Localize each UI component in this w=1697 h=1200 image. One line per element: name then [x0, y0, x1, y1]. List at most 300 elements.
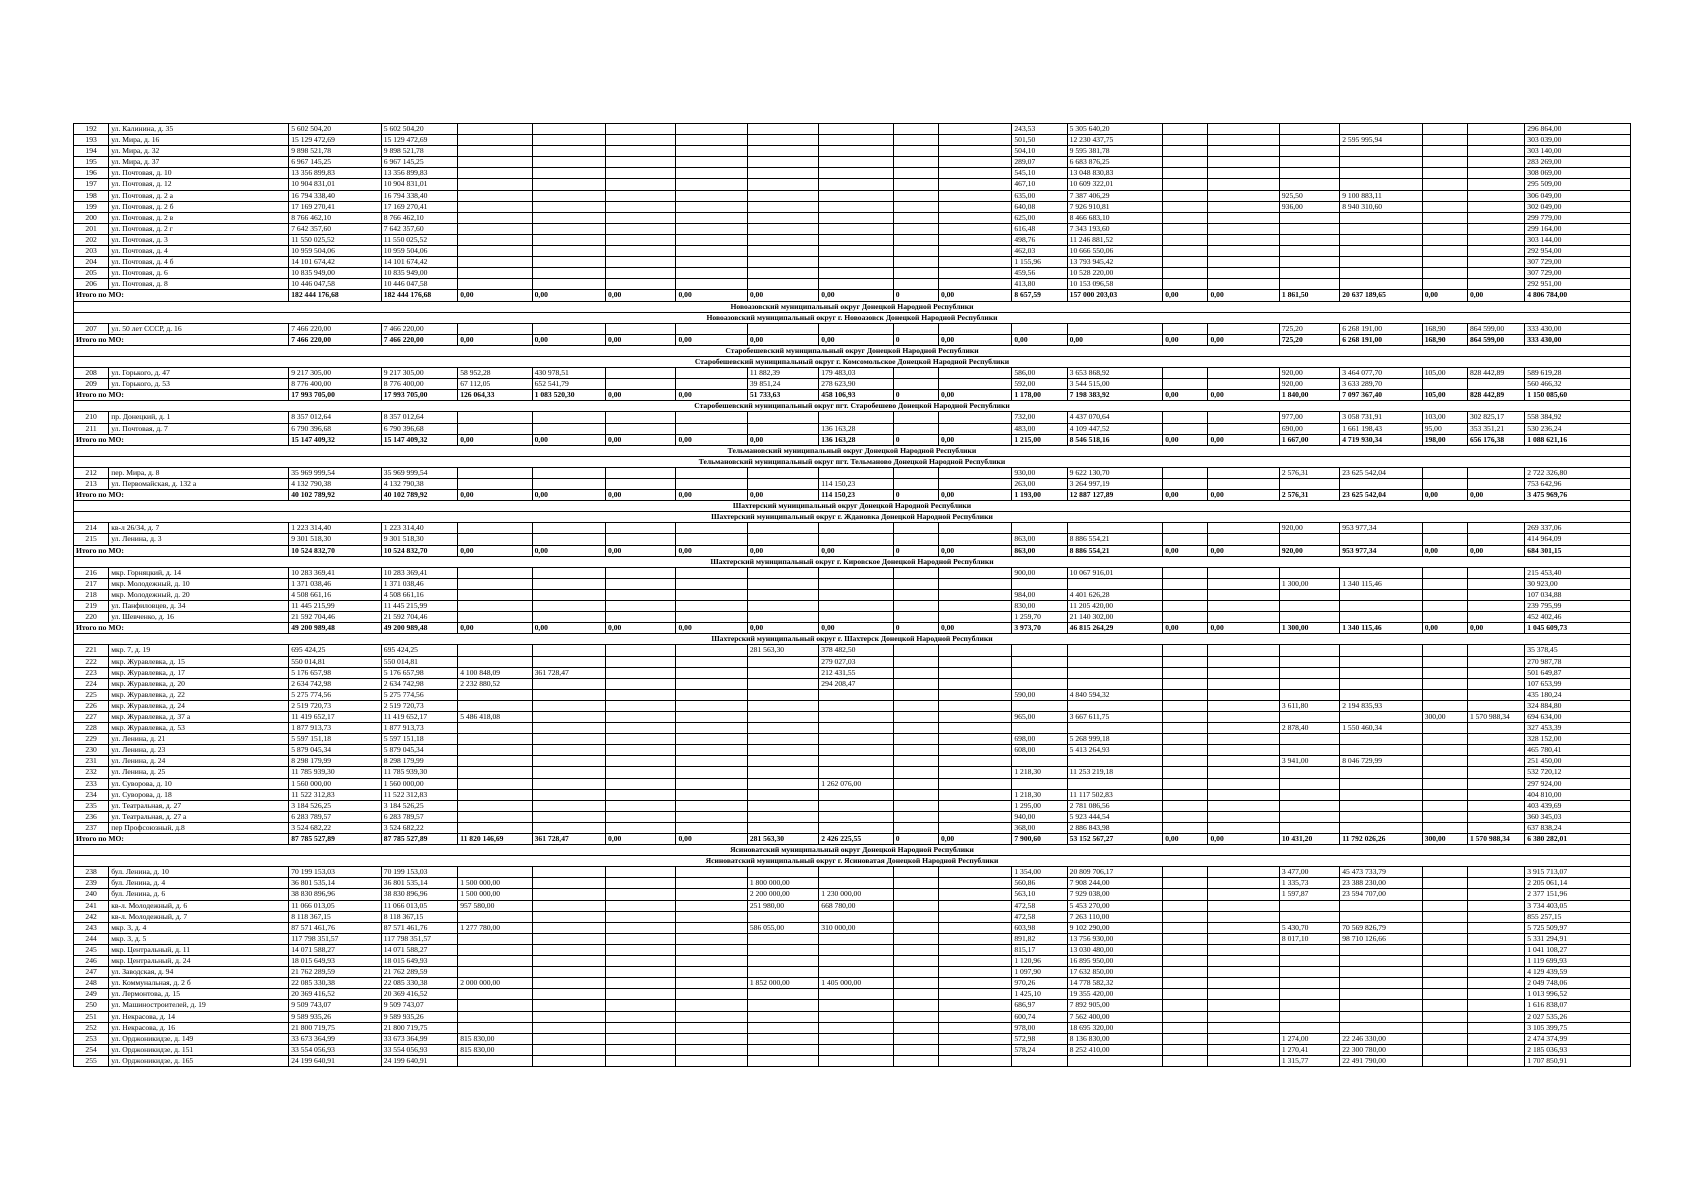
value-cell	[893, 878, 938, 889]
value-cell	[819, 190, 893, 201]
value-cell	[1208, 146, 1279, 157]
value-cell	[1422, 567, 1467, 578]
value-cell	[819, 1000, 893, 1011]
value-cell: 5 602 504,20	[289, 124, 382, 135]
value-cell	[676, 179, 747, 190]
value-cell	[606, 423, 676, 434]
value-cell: 10 835 949,00	[381, 268, 457, 279]
value-cell	[1208, 223, 1279, 234]
value-cell: 18 695 320,00	[1067, 1022, 1163, 1033]
value-cell	[1422, 967, 1467, 978]
value-cell	[819, 944, 893, 955]
value-cell: 11 785 939,30	[289, 767, 382, 778]
value-cell	[893, 678, 938, 689]
value-cell	[1163, 223, 1208, 234]
value-cell	[893, 867, 938, 878]
table-row	[74, 423, 1631, 434]
value-cell	[1208, 711, 1279, 722]
value-cell	[747, 745, 818, 756]
value-cell	[532, 168, 605, 179]
value-cell: 652 541,79	[532, 379, 605, 390]
value-cell	[1467, 889, 1524, 900]
value-cell: 39 851,24	[747, 379, 818, 390]
value-cell: 6 967 145,25	[289, 157, 382, 168]
value-cell	[1163, 933, 1208, 944]
value-cell: 14 071 588,27	[289, 944, 382, 955]
row-number: 245	[74, 944, 109, 955]
value-cell	[676, 368, 747, 379]
value-cell: 7 562 400,00	[1067, 1011, 1163, 1022]
table-row	[74, 212, 1631, 223]
value-cell	[1467, 933, 1524, 944]
row-number: 242	[74, 911, 109, 922]
subtotal-cell: 725,20	[1279, 334, 1339, 345]
subtotal-cell: 0,00	[1208, 390, 1279, 401]
subtotal-cell: 40 102 789,92	[381, 490, 457, 501]
value-cell: 107 653,99	[1525, 678, 1631, 689]
address-cell: мкр. 3, д. 4	[109, 922, 289, 933]
value-cell	[1422, 190, 1467, 201]
value-cell	[747, 234, 818, 245]
value-cell	[1163, 412, 1208, 423]
address-cell: мкр. Центральный, д. 11	[109, 944, 289, 955]
address-cell: мкр. Журавлевка, д. 17	[109, 667, 289, 678]
value-cell	[1163, 257, 1208, 268]
value-cell: 7 263 110,00	[1067, 911, 1163, 922]
value-cell	[1163, 789, 1208, 800]
value-cell	[1422, 223, 1467, 234]
address-cell: ул. Театральная, д. 27 а	[109, 811, 289, 822]
value-cell	[1340, 212, 1422, 223]
value-cell	[893, 412, 938, 423]
value-cell	[1467, 246, 1524, 257]
value-cell: 3 633 289,70	[1340, 379, 1422, 390]
table-row	[74, 1000, 1631, 1011]
row-number: 206	[74, 279, 109, 290]
value-cell: 498,76	[1012, 234, 1067, 245]
value-cell: 303 144,00	[1525, 234, 1631, 245]
value-cell	[532, 578, 605, 589]
value-cell: 590,00	[1012, 689, 1067, 700]
table-row	[74, 157, 1631, 168]
value-cell	[1163, 1000, 1208, 1011]
value-cell	[1067, 778, 1163, 789]
subtotal-cell: 6 268 191,00	[1340, 334, 1422, 345]
value-cell	[893, 601, 938, 612]
value-cell: 36 801 535,14	[381, 878, 457, 889]
value-cell	[1340, 989, 1422, 1000]
value-cell	[819, 212, 893, 223]
value-cell	[532, 867, 605, 878]
value-cell: 1 155,96	[1012, 257, 1067, 268]
row-number: 241	[74, 900, 109, 911]
value-cell: 289,07	[1012, 157, 1067, 168]
value-cell	[532, 146, 605, 157]
subtotal-label: Итого по МО:	[74, 490, 289, 501]
value-cell	[458, 756, 532, 767]
value-cell	[1467, 201, 1524, 212]
value-cell	[1208, 689, 1279, 700]
value-cell	[1422, 212, 1467, 223]
value-cell	[458, 423, 532, 434]
subtotal-cell: 0,00	[606, 434, 676, 445]
subtotal-row	[74, 334, 1631, 345]
subtotal-cell: 8 657,59	[1012, 290, 1067, 301]
value-cell: 7 387 406,29	[1067, 190, 1163, 201]
value-cell	[532, 223, 605, 234]
value-cell: 686,97	[1012, 1000, 1067, 1011]
value-cell: 977,00	[1279, 412, 1339, 423]
row-number: 250	[74, 1000, 109, 1011]
subtotal-cell: 0,00	[458, 434, 532, 445]
value-cell	[1467, 1055, 1524, 1066]
value-cell	[532, 157, 605, 168]
value-cell	[1422, 135, 1467, 146]
value-cell	[676, 467, 747, 478]
row-number: 214	[74, 523, 109, 534]
subtotal-cell: 8 546 518,16	[1067, 434, 1163, 445]
value-cell	[1279, 656, 1339, 667]
value-cell: 281 563,30	[747, 645, 818, 656]
value-cell	[1208, 157, 1279, 168]
value-cell: 3 667 611,75	[1067, 711, 1163, 722]
section-title: Старобешевский муниципальный округ г. Комсомольское Донецкой Народной Республики	[74, 356, 1631, 367]
value-cell	[606, 246, 676, 257]
value-cell	[1163, 667, 1208, 678]
value-cell: 501 649,87	[1525, 667, 1631, 678]
value-cell	[1163, 723, 1208, 734]
value-cell: 414 964,09	[1525, 534, 1631, 545]
subtotal-cell: 0,00	[676, 334, 747, 345]
table-row	[74, 124, 1631, 135]
row-number: 244	[74, 933, 109, 944]
value-cell	[893, 1011, 938, 1022]
value-cell: 957 580,00	[458, 900, 532, 911]
subtotal-cell: 0,00	[532, 623, 605, 634]
value-cell	[893, 800, 938, 811]
row-number: 209	[74, 379, 109, 390]
value-cell	[1279, 612, 1339, 623]
value-cell	[1067, 578, 1163, 589]
value-cell: 690,00	[1279, 423, 1339, 434]
value-cell	[938, 700, 1011, 711]
table-row	[74, 201, 1631, 212]
value-cell: 6 283 789,57	[289, 811, 382, 822]
value-cell: 8 136 830,00	[1067, 1033, 1163, 1044]
value-cell: 368,00	[1012, 822, 1067, 833]
section-title: Шахтерский муниципальный округ Донецкой Народной Республики	[74, 501, 1631, 512]
value-cell	[747, 534, 818, 545]
value-cell	[1340, 223, 1422, 234]
row-number: 231	[74, 756, 109, 767]
value-cell	[819, 789, 893, 800]
value-cell: 33 673 364,99	[381, 1033, 457, 1044]
value-cell	[938, 223, 1011, 234]
value-cell: 9 509 743,07	[381, 1000, 457, 1011]
address-cell: ул. Ленина, д. 3	[109, 534, 289, 545]
row-number: 254	[74, 1044, 109, 1055]
value-cell: 22 246 330,00	[1340, 1033, 1422, 1044]
value-cell	[1467, 279, 1524, 290]
value-cell	[458, 589, 532, 600]
value-cell	[1340, 956, 1422, 967]
value-cell	[893, 168, 938, 179]
value-cell	[1279, 944, 1339, 955]
value-cell	[893, 956, 938, 967]
value-cell	[1163, 601, 1208, 612]
value-cell	[1208, 523, 1279, 534]
value-cell	[1467, 667, 1524, 678]
value-cell: 70 569 826,79	[1340, 922, 1422, 933]
table-row	[74, 645, 1631, 656]
value-cell	[1208, 1022, 1279, 1033]
value-cell	[1340, 179, 1422, 190]
value-cell	[1279, 767, 1339, 778]
value-cell	[747, 612, 818, 623]
value-cell: 70 199 153,03	[381, 867, 457, 878]
value-cell: 10 959 504,06	[289, 246, 382, 257]
value-cell	[1467, 257, 1524, 268]
value-cell	[1340, 789, 1422, 800]
value-cell	[532, 467, 605, 478]
value-cell: 4 401 626,28	[1067, 589, 1163, 600]
value-cell	[606, 223, 676, 234]
value-cell	[1279, 678, 1339, 689]
value-cell: 815 830,00	[458, 1033, 532, 1044]
value-cell	[938, 689, 1011, 700]
value-cell: 1 560 000,00	[289, 778, 382, 789]
value-cell	[1422, 279, 1467, 290]
value-cell	[938, 1000, 1011, 1011]
value-cell: 9 898 521,78	[381, 146, 457, 157]
value-cell	[458, 723, 532, 734]
subtotal-cell: 49 200 989,48	[381, 623, 457, 634]
value-cell: 920,00	[1279, 523, 1339, 534]
value-cell: 2 634 742,98	[381, 678, 457, 689]
value-cell: 462,03	[1012, 246, 1067, 257]
value-cell	[676, 989, 747, 1000]
value-cell: 1 335,73	[1279, 878, 1339, 889]
value-cell: 18 015 649,93	[381, 956, 457, 967]
value-cell	[1208, 822, 1279, 833]
value-cell	[458, 234, 532, 245]
value-cell	[747, 157, 818, 168]
value-cell: 10 904 831,01	[289, 179, 382, 190]
value-cell	[532, 1033, 605, 1044]
value-cell: 978,00	[1012, 1022, 1067, 1033]
subtotal-cell: 3 973,70	[1012, 623, 1067, 634]
value-cell	[1422, 656, 1467, 667]
value-cell: 9 301 518,30	[381, 534, 457, 545]
value-cell	[938, 811, 1011, 822]
value-cell	[1422, 756, 1467, 767]
value-cell	[1279, 246, 1339, 257]
value-cell	[938, 656, 1011, 667]
value-cell	[893, 778, 938, 789]
subtotal-cell: 0	[893, 490, 938, 501]
value-cell	[1208, 778, 1279, 789]
value-cell: 465 780,41	[1525, 745, 1631, 756]
value-cell: 136 163,28	[819, 423, 893, 434]
table-row	[74, 822, 1631, 833]
value-cell: 20 369 416,52	[289, 989, 382, 1000]
section-title: Старобешевский муниципальный округ Донецкой Народной Республики	[74, 345, 1631, 356]
row-number: 204	[74, 257, 109, 268]
value-cell	[532, 756, 605, 767]
row-number: 236	[74, 811, 109, 822]
value-cell: 1 223 314,40	[381, 523, 457, 534]
subtotal-cell: 12 887 127,89	[1067, 490, 1163, 501]
value-cell	[458, 700, 532, 711]
value-cell: 2 185 036,93	[1525, 1044, 1631, 1055]
value-cell	[676, 956, 747, 967]
value-cell	[1279, 601, 1339, 612]
subtotal-cell: 0	[893, 334, 938, 345]
value-cell	[1467, 168, 1524, 179]
value-cell	[1163, 900, 1208, 911]
value-cell: 11 205 420,00	[1067, 601, 1163, 612]
value-cell	[1279, 789, 1339, 800]
value-cell	[606, 612, 676, 623]
value-cell	[458, 933, 532, 944]
value-cell	[938, 878, 1011, 889]
value-cell	[938, 124, 1011, 135]
value-cell	[893, 523, 938, 534]
value-cell	[1340, 645, 1422, 656]
value-cell	[1279, 146, 1339, 157]
address-cell: ул. Некрасова, д. 16	[109, 1022, 289, 1033]
value-cell	[532, 711, 605, 722]
value-cell: 70 199 153,03	[289, 867, 382, 878]
value-cell	[938, 711, 1011, 722]
value-cell	[1422, 534, 1467, 545]
value-cell	[1208, 1033, 1279, 1044]
subtotal-cell: 0,00	[747, 490, 818, 501]
value-cell: 5 923 444,54	[1067, 811, 1163, 822]
value-cell	[747, 168, 818, 179]
value-cell: 550 014,81	[289, 656, 382, 667]
table-row	[74, 268, 1631, 279]
subtotal-cell: 0,00	[938, 834, 1011, 845]
row-number: 215	[74, 534, 109, 545]
value-cell	[458, 911, 532, 922]
value-cell	[1163, 778, 1208, 789]
value-cell	[676, 878, 747, 889]
subtotal-cell: 105,00	[1422, 390, 1467, 401]
value-cell	[1467, 956, 1524, 967]
value-cell	[938, 412, 1011, 423]
value-cell	[819, 933, 893, 944]
value-cell: 117 798 351,57	[381, 933, 457, 944]
value-cell	[747, 867, 818, 878]
value-cell	[458, 822, 532, 833]
value-cell	[606, 956, 676, 967]
value-cell	[1208, 1055, 1279, 1066]
subtotal-cell: 0	[893, 623, 938, 634]
value-cell: 560 466,32	[1525, 379, 1631, 390]
value-cell	[606, 1055, 676, 1066]
value-cell	[606, 989, 676, 1000]
value-cell	[676, 601, 747, 612]
value-cell: 14 101 674,42	[381, 257, 457, 268]
table-row	[74, 135, 1631, 146]
subtotal-cell: 87 785 527,89	[381, 834, 457, 845]
value-cell	[606, 867, 676, 878]
value-cell	[676, 379, 747, 390]
row-number: 234	[74, 789, 109, 800]
value-cell: 920,00	[1279, 379, 1339, 390]
row-number: 225	[74, 689, 109, 700]
value-cell: 2 194 835,93	[1340, 700, 1422, 711]
value-cell	[1012, 778, 1067, 789]
value-cell: 2 205 061,14	[1525, 878, 1631, 889]
subtotal-cell: 0,00	[676, 545, 747, 556]
section-header-row	[74, 301, 1631, 312]
value-cell: 2 634 742,98	[289, 678, 382, 689]
value-cell	[532, 956, 605, 967]
value-cell	[1467, 190, 1524, 201]
value-cell	[676, 578, 747, 589]
value-cell	[676, 168, 747, 179]
value-cell	[1279, 689, 1339, 700]
value-cell	[1279, 822, 1339, 833]
section-header-row	[74, 456, 1631, 467]
value-cell: 501,50	[1012, 135, 1067, 146]
value-cell	[1279, 279, 1339, 290]
value-cell	[819, 135, 893, 146]
value-cell	[1163, 745, 1208, 756]
value-cell	[458, 412, 532, 423]
value-cell	[1467, 734, 1524, 745]
subtotal-cell: 0	[893, 834, 938, 845]
value-cell	[1422, 767, 1467, 778]
address-cell: мкр. Молодежный, д. 10	[109, 578, 289, 589]
value-cell	[819, 1044, 893, 1055]
value-cell	[1208, 578, 1279, 589]
value-cell	[532, 811, 605, 822]
value-cell	[938, 534, 1011, 545]
value-cell	[938, 889, 1011, 900]
value-cell	[606, 922, 676, 933]
value-cell	[893, 223, 938, 234]
value-cell	[676, 822, 747, 833]
value-cell	[676, 135, 747, 146]
subtotal-cell: 40 102 789,92	[289, 490, 382, 501]
value-cell	[1012, 323, 1067, 334]
value-cell	[819, 578, 893, 589]
value-cell: 6 790 396,68	[381, 423, 457, 434]
value-cell	[747, 1055, 818, 1066]
value-cell	[819, 246, 893, 257]
row-number: 233	[74, 778, 109, 789]
value-cell	[1422, 667, 1467, 678]
value-cell	[458, 656, 532, 667]
value-cell	[1012, 523, 1067, 534]
value-cell	[606, 479, 676, 490]
table-row	[74, 1055, 1631, 1066]
value-cell	[458, 1011, 532, 1022]
value-cell: 8 252 410,00	[1067, 1044, 1163, 1055]
value-cell	[1340, 822, 1422, 833]
section-header-row	[74, 312, 1631, 323]
table-row	[74, 700, 1631, 711]
address-cell: пр. Донецкий, д. 1	[109, 412, 289, 423]
table-row	[74, 257, 1631, 268]
value-cell: 1 300,00	[1279, 578, 1339, 589]
table-row	[74, 933, 1631, 944]
value-cell	[1163, 323, 1208, 334]
value-cell	[676, 223, 747, 234]
